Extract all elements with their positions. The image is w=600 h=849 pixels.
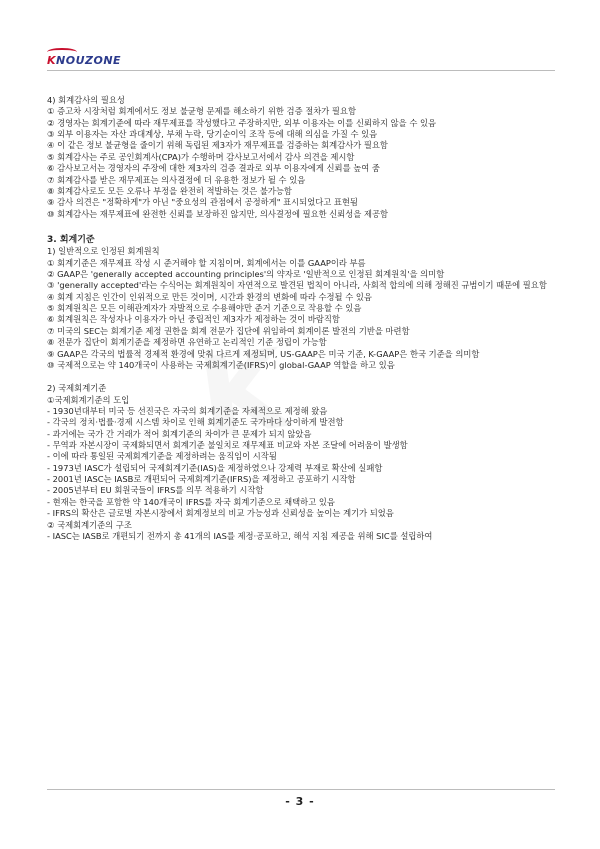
list-item: ⑧ 전문가 집단이 회계기준을 제정하면 유연하고 논리적인 기준 정립이 가능함 [47,337,327,348]
ifrs-intro-title: ①국제회계기준의 도입 [47,394,130,405]
list-item: ② GAAP은 'generally accepted accounting principles'의 약자로 '일반적으로 인정된 회계원칙'을 의미함 [47,269,445,279]
subsection-1-title: 1) 일반적으로 인정된 회계원칙 [47,246,160,257]
list-item: ⑨ 감사 의견은 "정확하게"가 아닌 "중요성의 관점에서 공정하게" 표시되었다고 표현됨 [47,197,358,208]
subsection-2-title: 2) 국제회계기준 [47,383,107,394]
list-item: ⑦ 회계감사를 받은 재무제표는 의사결정에 더 유용한 정보가 될 수 있음 [47,174,306,185]
list-item: ⑥ 회계원칙은 작성자나 이용자가 아닌 중립적인 제3자가 제정하는 것이 바람직함 [47,314,340,325]
logo-swoosh-icon [47,48,77,56]
list-item: ① 회계기준은 재무제표 작성 시 준거해야 할 지침이며, 회계에서는 이를 GAAP이라 부름 [47,257,366,268]
list-item: - IASC는 IASB로 개편되기 전까지 총 41개의 IAS를 제정·공포하고, 해석 지침 제공을 위해 SIC를 설립하여 [47,530,433,541]
list-item: - IFRS의 확산은 글로벌 자본시장에서 회계정보의 비교 가능성과 신뢰성을 높이는 계기가 되었음 [47,508,394,519]
list-item: - 현재는 한국을 포함한 약 140개국이 IFRS를 자국 회계기준으로 채택하고 있음 [47,496,335,507]
ifrs-structure-list [47,531,555,542]
list-item: ⑨ GAAP은 각국의 법률적 경제적 환경에 맞춰 다르게 제정되며, US-GAAP은 미국 기준, K-GAAP은 한국 기준을 의미함 [47,348,480,359]
list-item: ① 증고차 시장처럼 회계에서도 정보 불균형 문제를 해소하기 위한 검증 절차가 필요함 [47,106,356,117]
section-3-heading: 3. 회계기준 [47,234,95,245]
list-item: ⑧ 회계감사로도 모든 오류나 부정을 완전히 적발하는 것은 불가능함 [47,185,292,196]
list-item: - 2001년 IASC는 IASB로 개편되어 국제회계기준(IFRS)을 제정하고 공포하기 시작함 [47,474,356,485]
section-4-list [47,106,555,220]
list-item: - 과거에는 국가 간 거래가 적어 회계기준의 차이가 큰 문제가 되지 않았음 [47,428,312,439]
header-divider [47,70,555,71]
section-4-title: 4) 회계감사의 필요성 [47,95,125,105]
ifrs-structure-title: ② 국제회계기준의 구조 [47,519,132,530]
list-item: ⑩ 국제적으로는 약 140개국이 사용하는 국제회계기준(IFRS)이 global-GAAP 역할을 하고 있음 [47,359,395,370]
page-number: - 3 - [285,795,315,808]
logo-letter-k: K [47,54,57,67]
list-item: ④ 이 같은 정보 불균형을 줄이기 위해 독립된 제3자가 재무제표를 검증하는 회계감사가 필요함 [47,140,388,151]
footer-divider [47,789,555,790]
document-body [47,95,555,542]
ifrs-intro-list [47,406,555,520]
list-item: ② 경영자는 회계기준에 따라 재무제표를 작성했다고 주장하지만, 외부 이용자는 이를 신뢰하지 않을 수 있음 [47,117,437,128]
list-item: ③ 외부 이용자는 자산 과대계상, 부채 누락, 당기순이익 조작 등에 대해 의심을 가질 수 있음 [47,129,378,140]
list-item: ⑦ 미국의 SEC는 회계기준 제정 권한을 회계 전문가 집단에 위임하여 회계이론 발전의 기반을 마련함 [47,325,410,336]
knouzone-logo [47,54,121,67]
list-item: ④ 회계 지침은 인간이 인위적으로 만든 것이며, 시간과 환경의 변화에 따라 수정될 수 있음 [47,291,372,302]
list-item: - 무역과 자본시장이 국제화되면서 회계기준 불일치로 재무제표 비교와 자본 조달에 어려움이 발생함 [47,440,408,451]
list-item: ⑤ 회계감사는 주로 공인회계사(CPA)가 수행하며 감사보고서에서 감사 의견을 제시함 [47,151,355,162]
list-item: ⑩ 회계감사는 재무제표에 완전한 신뢰를 보장하진 않지만, 의사결정에 필요한 신뢰성을 제공함 [47,208,389,219]
list-item: - 2005년부터 EU 회원국들이 IFRS를 의무 적용하기 시작함 [47,485,264,496]
list-item: - 1930년대부터 미국 등 선진국은 자국의 회계기준을 자체적으로 제정해 왔음 [47,405,328,416]
list-item: - 각국의 정치·법률·경제 시스템 차이로 인해 회계기준도 국가마다 상이하게 발전함 [47,417,344,428]
list-item: ③ 'generally accepted'라는 수식어는 회계원칙이 자연적으로 발견된 법칙이 아니라, 사회적 합의에 의해 정해진 규범이기 때문에 필요함 [47,280,547,291]
logo-text: NOUZONE [56,54,122,67]
list-item: - 이에 따라 통일된 국제회계기준을 제정하려는 움직임이 시작됨 [47,451,277,462]
subsection-1-list [47,258,555,372]
list-item: ⑤ 회계원칙은 모든 이해관계자가 자발적으로 수용해야만 준거 기준으로 작용할 수 있음 [47,303,362,314]
list-item: - 1973년 IASC가 설립되어 국제회계기준(IAS)을 제정하였으나 강제력 부재로 확산에 실패함 [47,462,383,473]
list-item: ⑥ 감사보고서는 경영자의 주장에 대한 제3자의 검증 결과로 외부 이용자에게 신뢰를 높여 줌 [47,163,380,174]
